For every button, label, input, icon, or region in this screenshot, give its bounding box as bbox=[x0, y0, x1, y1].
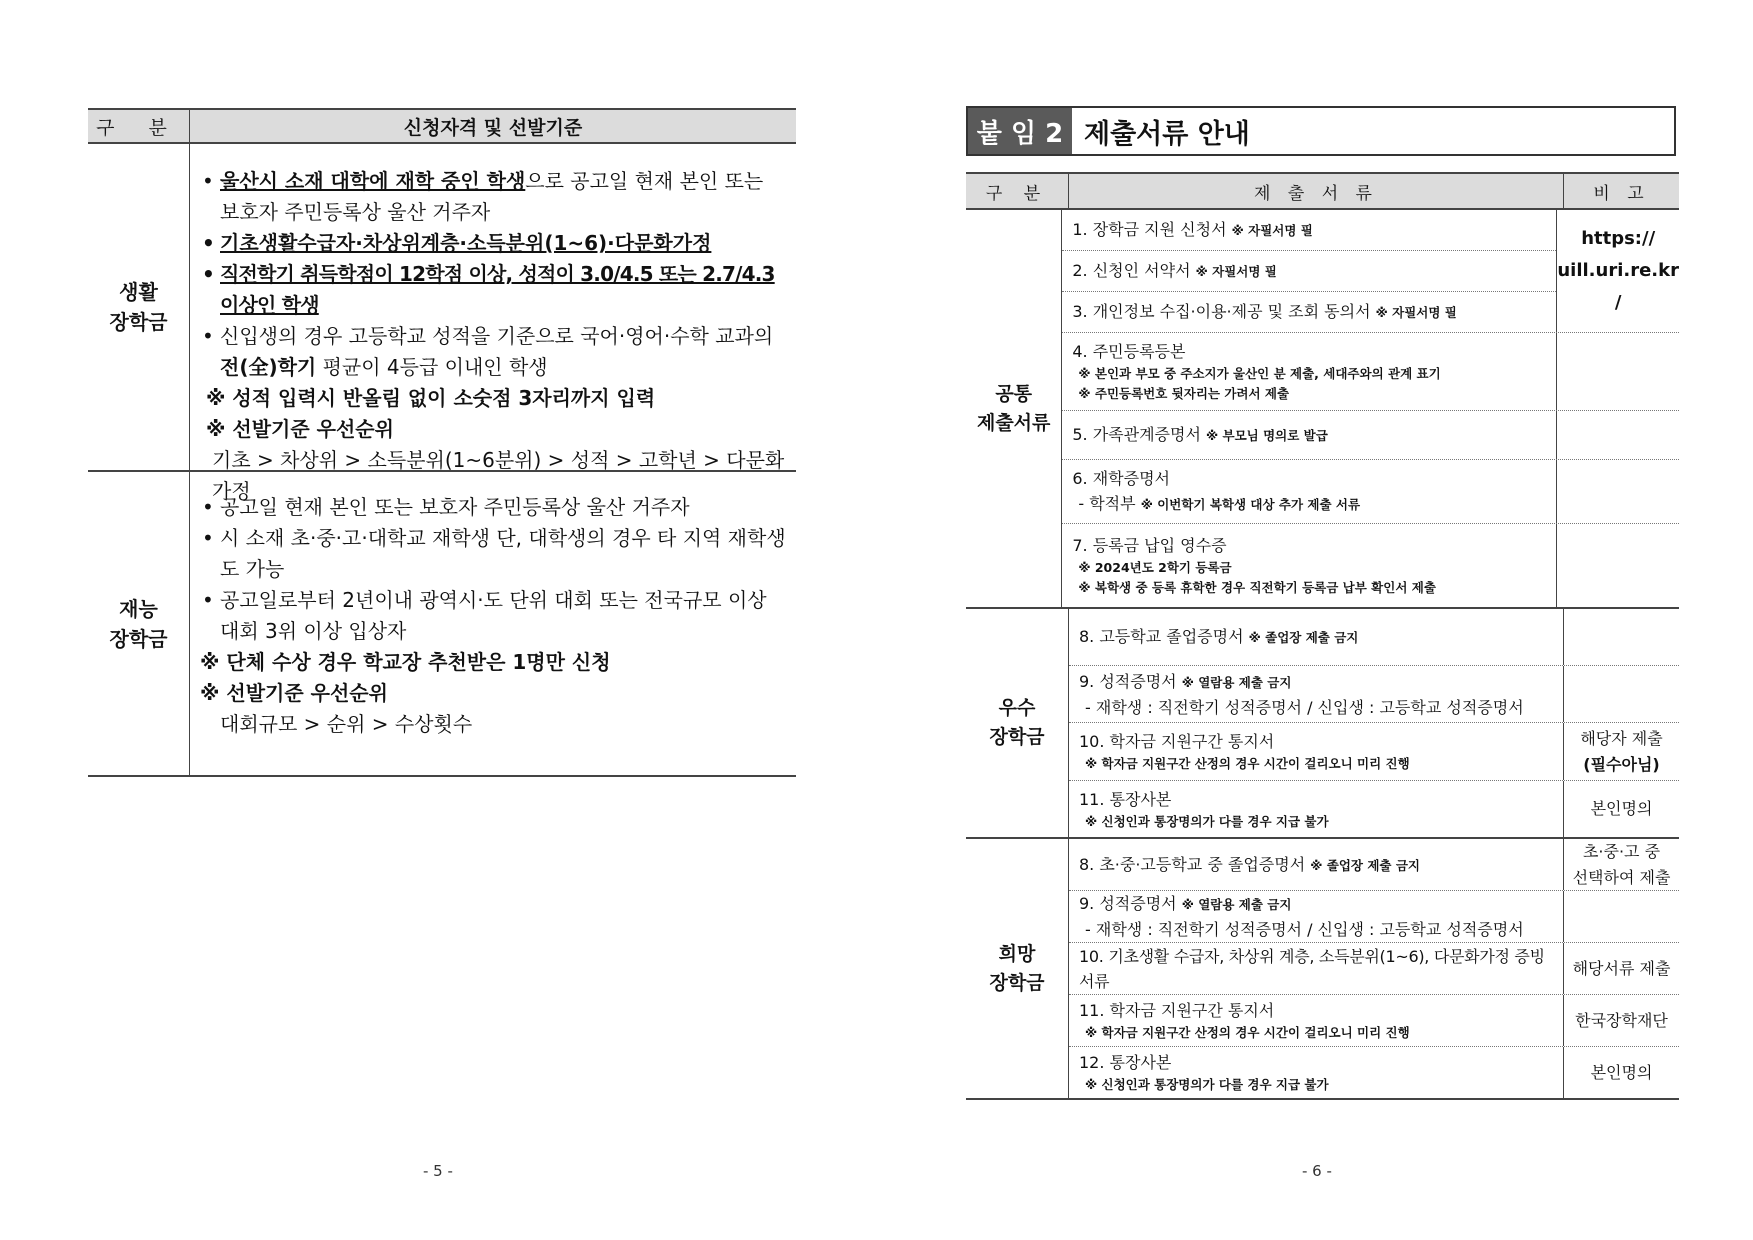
table-row bbox=[1062, 251, 1556, 292]
page-number: - 6 - bbox=[1302, 1162, 1332, 1180]
list-item: • 공고일로부터 2년이내 광역시·도 단위 대회 또는 전국규모 이상 bbox=[198, 585, 790, 616]
remark: 선택하여 제출 bbox=[1572, 867, 1671, 887]
remark: 한국장학재단 bbox=[1575, 1010, 1668, 1030]
emphasis: 울산시 소재 대학에 재학 중인 학생 bbox=[220, 169, 526, 193]
hope-category bbox=[966, 839, 1069, 1098]
table-row bbox=[1062, 333, 1679, 411]
table-row bbox=[1069, 666, 1679, 723]
category-line: 우수 bbox=[998, 697, 1036, 719]
text: 으로 공고일 현재 본인 또는 bbox=[525, 169, 764, 193]
doc-title: 9. 성적증명서 bbox=[1079, 894, 1182, 913]
note: ※ 단체 수상 경우 학교장 추천받은 1명만 신청 bbox=[200, 650, 611, 674]
table-row bbox=[1069, 781, 1679, 837]
doc-note: ※ 부모님 명의로 발급 bbox=[1206, 428, 1328, 443]
list-item: • 신입생의 경우 고등학교 성적을 기준으로 국어·영어·수학 교과의 bbox=[198, 321, 790, 352]
url-line: https:// bbox=[1581, 228, 1656, 249]
remark: 해당서류 제출 bbox=[1572, 958, 1671, 978]
category-line: 장학금 bbox=[989, 726, 1045, 748]
table-row bbox=[1069, 839, 1679, 891]
note: ※ 선발기준 우선순위 bbox=[206, 417, 394, 441]
remark: 본인명의 bbox=[1590, 1062, 1653, 1082]
category-line: 장학금 bbox=[989, 971, 1045, 994]
table-row bbox=[1062, 460, 1679, 524]
category-line: 장학금 bbox=[109, 310, 168, 334]
header-category: 구 분 bbox=[88, 110, 190, 142]
remark: (필수아님) bbox=[1583, 754, 1660, 774]
doc-note: ※ 자필서명 필 bbox=[1375, 305, 1457, 320]
excellence-category bbox=[966, 609, 1069, 837]
doc-note: ※ 자필서명 필 bbox=[1231, 223, 1313, 238]
doc-note: ※ 주민등록번호 뒷자리는 가려서 제출 bbox=[1078, 386, 1290, 401]
table-row bbox=[1062, 524, 1679, 607]
doc-note: ※ 졸업장 제출 금지 bbox=[1310, 857, 1420, 873]
doc-note: ※ 학자금 지원구간 산정의 경우 시간이 걸리오니 미리 진행 bbox=[1085, 756, 1410, 771]
remark: 본인명의 bbox=[1590, 799, 1653, 818]
priority-text: 기초 > 차상위 > 소득분위(1~6분위) > 성적 > 고학년 > 다문화가정 bbox=[212, 448, 785, 503]
list-item: • 직전학기 취득학점이 12학점 이상, 성적이 3.0/4.5 또는 2.7/4.3 이상인 학생 bbox=[198, 259, 790, 321]
doc-title: 7. 등록금 납입 영수증 bbox=[1072, 536, 1227, 555]
eligibility-table bbox=[88, 108, 796, 777]
doc-note: ※ 신청인과 통장명의가 다를 경우 지급 불가 bbox=[1085, 1077, 1329, 1092]
table-header bbox=[966, 172, 1679, 210]
remark: 해당자 제출 bbox=[1580, 728, 1663, 748]
doc-note: ※ 열람용 제출 금지 bbox=[1181, 674, 1292, 690]
list-item-cont: 보호자 주민등록상 울산 거주자 bbox=[220, 200, 491, 224]
doc-title: 10. 기초생활 수급자, 차상위 계층, 소득분위(1~6), 다문화가정 증빙 서류 bbox=[1079, 946, 1545, 991]
text: 평균이 4등급 이내인 학생 bbox=[316, 355, 548, 379]
living-category bbox=[88, 144, 190, 470]
page-number: - 5 - bbox=[423, 1162, 453, 1180]
note: ※ 선발기준 우선순위 bbox=[200, 681, 388, 705]
list-item: • 시 소재 초·중·고·대학교 재학생 단, 대학생의 경우 타 지역 재학생 bbox=[198, 523, 790, 554]
doc-title: 2. 신청인 서약서 bbox=[1072, 261, 1196, 280]
url-line: / bbox=[1614, 292, 1622, 313]
remark: 초·중·고 중 bbox=[1582, 841, 1661, 861]
url-line: uill.uri.re.kr bbox=[1557, 260, 1679, 281]
header-criteria: 신청자격 및 선발기준 bbox=[403, 116, 583, 139]
talent-scholarship-row bbox=[88, 472, 796, 777]
doc-sub: - 학적부 bbox=[1078, 494, 1141, 513]
doc-title: 11. 통장사본 bbox=[1079, 789, 1172, 809]
doc-note: ※ 이번학기 복학생 대상 추가 제출 서류 bbox=[1140, 497, 1361, 512]
doc-title: 8. 초·중·고등학교 중 졸업증명서 bbox=[1079, 854, 1311, 874]
doc-title: 12. 통장사본 bbox=[1079, 1053, 1172, 1072]
category-line: 제출서류 bbox=[976, 411, 1051, 434]
table-row bbox=[1062, 210, 1556, 251]
note: ※ 성적 입력시 반올림 없이 소숫점 3자리까지 입력 bbox=[206, 386, 656, 410]
doc-title: 1. 장학금 지원 신청서 bbox=[1072, 220, 1232, 239]
emphasis: 전(全)학기 bbox=[220, 355, 317, 379]
common-section bbox=[966, 210, 1679, 609]
attachment-banner bbox=[966, 106, 1676, 156]
living-scholarship-row bbox=[88, 144, 796, 503]
table-row bbox=[1069, 995, 1679, 1047]
doc-sub: - 재학생 : 직전학기 성적증명서 / 신입생 : 고등학교 성적증명서 bbox=[1085, 697, 1524, 717]
header-documents: 제 출 서 류 bbox=[1069, 174, 1564, 208]
table-row bbox=[1069, 943, 1679, 995]
doc-title: 4. 주민등록등본 bbox=[1072, 342, 1186, 361]
priority-text: 대회규모 > 순위 > 수상횟수 bbox=[220, 712, 473, 736]
doc-note: ※ 본인과 부모 중 주소지가 울산인 분 제출, 세대주와의 관계 표기 bbox=[1078, 366, 1441, 381]
doc-title: 8. 고등학교 졸업증명서 bbox=[1079, 627, 1249, 646]
attachment-tag: 붙 임 2 bbox=[968, 108, 1072, 154]
doc-note: ※ 2024년도 2학기 등록금 bbox=[1078, 560, 1232, 575]
doc-title: 5. 가족관계증명서 bbox=[1072, 425, 1206, 444]
table-row bbox=[1069, 609, 1679, 666]
common-category bbox=[966, 210, 1062, 607]
doc-note: ※ 자필서명 필 bbox=[1195, 264, 1277, 279]
application-url[interactable] bbox=[1557, 210, 1679, 332]
table-row bbox=[1062, 292, 1556, 332]
header-category: 구 분 bbox=[966, 174, 1069, 208]
doc-title: 6. 재학증명서 bbox=[1072, 469, 1170, 488]
hope-section bbox=[966, 839, 1679, 1100]
documents-table bbox=[966, 172, 1679, 1100]
talent-criteria bbox=[190, 472, 796, 775]
list-item-cont: 대회 3위 이상 입상자 bbox=[220, 619, 407, 643]
header-remarks: 비 고 bbox=[1593, 183, 1650, 204]
category-line: 생활 bbox=[119, 280, 158, 304]
list-item: • 기초생활수급자·차상위계층·소득분위(1~6)·다문화가정 bbox=[198, 228, 790, 259]
list-item bbox=[198, 166, 790, 197]
doc-note: ※ 신청인과 통장명의가 다를 경우 지급 불가 bbox=[1085, 813, 1329, 829]
excellence-section bbox=[966, 609, 1679, 839]
table-header bbox=[88, 108, 796, 144]
table-row bbox=[1069, 1047, 1679, 1098]
doc-title: 9. 성적증명서 bbox=[1079, 671, 1182, 691]
attachment-title: 제출서류 안내 bbox=[1084, 118, 1250, 150]
doc-note: ※ 졸업장 제출 금지 bbox=[1248, 630, 1359, 645]
left-page bbox=[0, 0, 876, 1240]
list-item: • 공고일 현재 본인 또는 보호자 주민등록상 울산 거주자 bbox=[198, 492, 790, 523]
category-line: 희망 bbox=[998, 942, 1036, 965]
doc-title: 11. 학자금 지원구간 통지서 bbox=[1079, 1001, 1275, 1020]
table-row bbox=[1062, 411, 1679, 460]
table-row bbox=[1069, 723, 1679, 781]
doc-title: 3. 개인정보 수집·이용·제공 및 조회 동의서 bbox=[1072, 302, 1376, 321]
doc-note: ※ 열람용 제출 금지 bbox=[1181, 897, 1292, 912]
doc-title: 10. 학자금 지원구간 통지서 bbox=[1079, 732, 1275, 751]
list-item-cont: 도 가능 bbox=[220, 557, 285, 581]
category-line: 공통 bbox=[995, 382, 1033, 405]
doc-note: ※ 학자금 지원구간 산정의 경우 시간이 걸리오니 미리 진행 bbox=[1085, 1025, 1410, 1040]
table-row bbox=[1069, 891, 1679, 943]
talent-category bbox=[88, 472, 190, 775]
living-criteria bbox=[190, 144, 796, 503]
doc-sub: - 재학생 : 직전학기 성적증명서 / 신입생 : 고등학교 성적증명서 bbox=[1085, 920, 1524, 939]
doc-note: ※ 복학생 중 등록 휴학한 경우 직전학기 등록금 납부 확인서 제출 bbox=[1078, 580, 1436, 595]
category-line: 재능 bbox=[119, 596, 158, 621]
category-line: 장학금 bbox=[109, 626, 168, 651]
